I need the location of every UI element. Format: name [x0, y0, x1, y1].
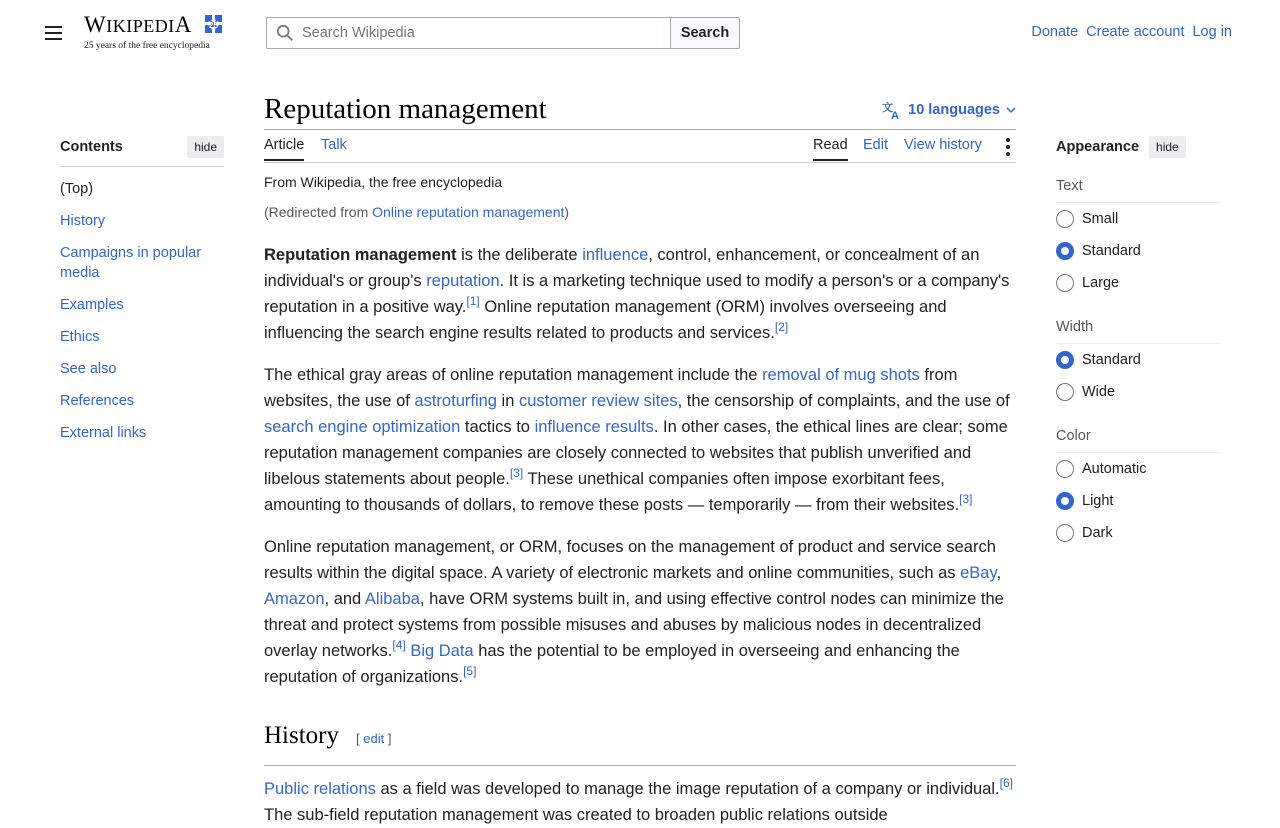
link-public-relations[interactable]: Public relations — [264, 780, 376, 798]
create-account-link[interactable]: Create account — [1086, 24, 1185, 40]
search-box[interactable] — [266, 17, 671, 49]
appearance-title: Appearance — [1056, 139, 1140, 155]
toc-item-ethics[interactable]: Ethics — [60, 329, 100, 345]
svg-text:25: 25 — [209, 21, 218, 30]
link-review-sites[interactable]: customer review sites — [518, 392, 678, 410]
toc-item-history[interactable]: History — [60, 213, 106, 229]
article-content — [264, 172, 1016, 828]
wikipedia-logo[interactable] — [84, 10, 226, 54]
donate-link[interactable]: Donate — [1031, 24, 1079, 40]
color-option-dark[interactable]: Dark — [1056, 517, 1220, 549]
page-title: Reputation management — [264, 93, 547, 125]
search-button[interactable]: Search — [670, 17, 740, 49]
toc-item-campaigns[interactable]: Campaigns in popular media — [60, 245, 202, 281]
section-heading-history — [264, 720, 1016, 766]
tab-read[interactable]: Read — [813, 137, 848, 161]
tab-talk[interactable]: Talk — [321, 137, 347, 153]
ref-5[interactable]: [5] — [463, 664, 477, 678]
more-options-icon[interactable] — [1006, 138, 1010, 156]
radio-icon[interactable] — [1056, 524, 1074, 542]
color-option-automatic[interactable]: Automatic — [1056, 453, 1220, 485]
page-tabs — [264, 130, 1016, 163]
tab-article[interactable]: Article — [264, 137, 304, 161]
puzzle-globe-icon — [201, 12, 226, 37]
appearance-panel — [1056, 136, 1220, 549]
color-option-light[interactable]: Light — [1056, 485, 1220, 517]
section-edit: [ edit ] — [356, 731, 392, 746]
width-option-wide[interactable]: Wide — [1056, 376, 1220, 408]
search-icon — [276, 24, 294, 42]
wordmark: WIKIPEDIA — [84, 12, 192, 37]
link-big-data[interactable]: Big Data — [410, 642, 474, 660]
login-link[interactable]: Log in — [1192, 24, 1232, 40]
toc-item-see-also[interactable]: See also — [60, 361, 117, 377]
text-size-label: Text — [1056, 178, 1220, 203]
section-edit-link[interactable]: edit — [363, 731, 385, 746]
toc-title: Contents — [60, 139, 123, 155]
link-amazon[interactable]: Amazon — [264, 590, 325, 608]
history-heading: History — [264, 722, 339, 749]
tab-view-history[interactable]: View history — [904, 137, 982, 153]
toc-hide-button[interactable]: hide — [187, 136, 224, 158]
translate-icon — [882, 100, 902, 120]
toc-item-top[interactable]: (Top) — [60, 181, 94, 197]
svg-text:A: A — [891, 110, 900, 122]
color-label: Color — [1056, 428, 1220, 453]
link-mug-shots[interactable]: removal of mug shots — [762, 366, 920, 384]
toc-item-references[interactable]: References — [60, 393, 135, 409]
site-sub: From Wikipedia, the free encyclopedia — [264, 174, 503, 190]
radio-selected-icon[interactable] — [1056, 351, 1074, 369]
chevron-down-icon — [1006, 105, 1016, 115]
paragraph-1: Reputation management is the deliberate influence, control, enhancement, or concealment of an individual's or group's reputation. It is a marketing technique used to modify a person's or a company's reputation in a positive way.[1] Online reputation management (ORM) involves overseeing and influencing the search engine results related to products and services.[2] — [264, 246, 1010, 342]
ref-6[interactable]: [6] — [999, 776, 1013, 790]
toc-item-external-links[interactable]: External links — [60, 425, 147, 441]
link-seo[interactable]: search engine optimization — [264, 418, 461, 436]
main-menu-button[interactable] — [42, 22, 66, 44]
text-option-small[interactable]: Small — [1056, 203, 1220, 235]
link-reputation[interactable]: reputation — [426, 272, 500, 290]
text-option-standard[interactable]: Standard — [1056, 235, 1220, 267]
paragraph-4: Public relations as a field was developed to manage the image reputation of a company or individual.[6] The sub-field reputation management was created to broaden public relations outside — [264, 776, 1013, 824]
link-astroturfing[interactable]: astroturfing — [414, 392, 497, 410]
appearance-hide-button[interactable]: hide — [1149, 136, 1186, 158]
radio-icon[interactable] — [1056, 383, 1074, 401]
ref-4[interactable]: [4] — [392, 638, 406, 652]
ref-1[interactable]: [1] — [466, 294, 480, 308]
width-option-standard[interactable]: Standard — [1056, 344, 1220, 376]
ref-3[interactable]: [3] — [509, 466, 524, 480]
languages-button[interactable] — [882, 100, 1016, 120]
radio-selected-icon[interactable] — [1056, 492, 1074, 510]
user-links — [1031, 24, 1232, 40]
search-input[interactable] — [302, 25, 662, 41]
toc-item-examples[interactable]: Examples — [60, 297, 124, 313]
text-option-large[interactable]: Large — [1056, 267, 1220, 299]
redirect-notice: (Redirected from Online reputation management) — [264, 204, 570, 220]
redirect-link[interactable]: Online reputation management — [372, 204, 565, 220]
tab-edit[interactable]: Edit — [863, 137, 888, 153]
paragraph-2: The ethical gray areas of online reputation management include the removal of mug shots from websites, the use of astroturfing in customer review sites, the censorship of complaints, and the use of search engine optimization tactics to influence results. In other cases, the ethical lines are clear; some reputation management companies are closely connected to websites that publish unverified and libelous statements about people.[3] These unethical companies often impose exorbitant fees, amounting to thousands of dollars, to remove these posts — temporarily — from their websites.[3] — [264, 366, 1010, 514]
tagline: 25 years of the free encyclopedia — [84, 41, 210, 51]
title-row — [264, 90, 1016, 130]
svg-text:文: 文 — [882, 101, 894, 114]
ref-3b[interactable]: [3] — [959, 492, 973, 506]
radio-icon[interactable] — [1056, 274, 1074, 292]
radio-icon[interactable] — [1056, 460, 1074, 478]
ref-2[interactable]: [2] — [774, 320, 789, 334]
table-of-contents — [60, 136, 224, 455]
width-label: Width — [1056, 319, 1220, 344]
link-alibaba[interactable]: Alibaba — [364, 590, 420, 608]
radio-icon[interactable] — [1056, 210, 1074, 228]
link-influence-results[interactable]: influence results — [534, 418, 654, 436]
radio-selected-icon[interactable] — [1056, 242, 1074, 260]
paragraph-3: Online reputation management, or ORM, focuses on the management of product and service search results within the digital space. A variety of electronic markets and online communities, such as eBay, Amazon, and Alibaba, have ORM systems built in, and using effective control nodes can minimize the threat and protect systems from possible misuses and abuses by malicious nodes in decentralized overlay networks.[4] Big Data has the potential to be employed in overseeing and enhancing the reputation of organizations.[5] — [264, 538, 1004, 686]
link-influence[interactable]: influence — [582, 246, 649, 264]
languages-label: 10 languages — [908, 102, 1000, 118]
link-ebay[interactable]: eBay — [960, 564, 997, 582]
